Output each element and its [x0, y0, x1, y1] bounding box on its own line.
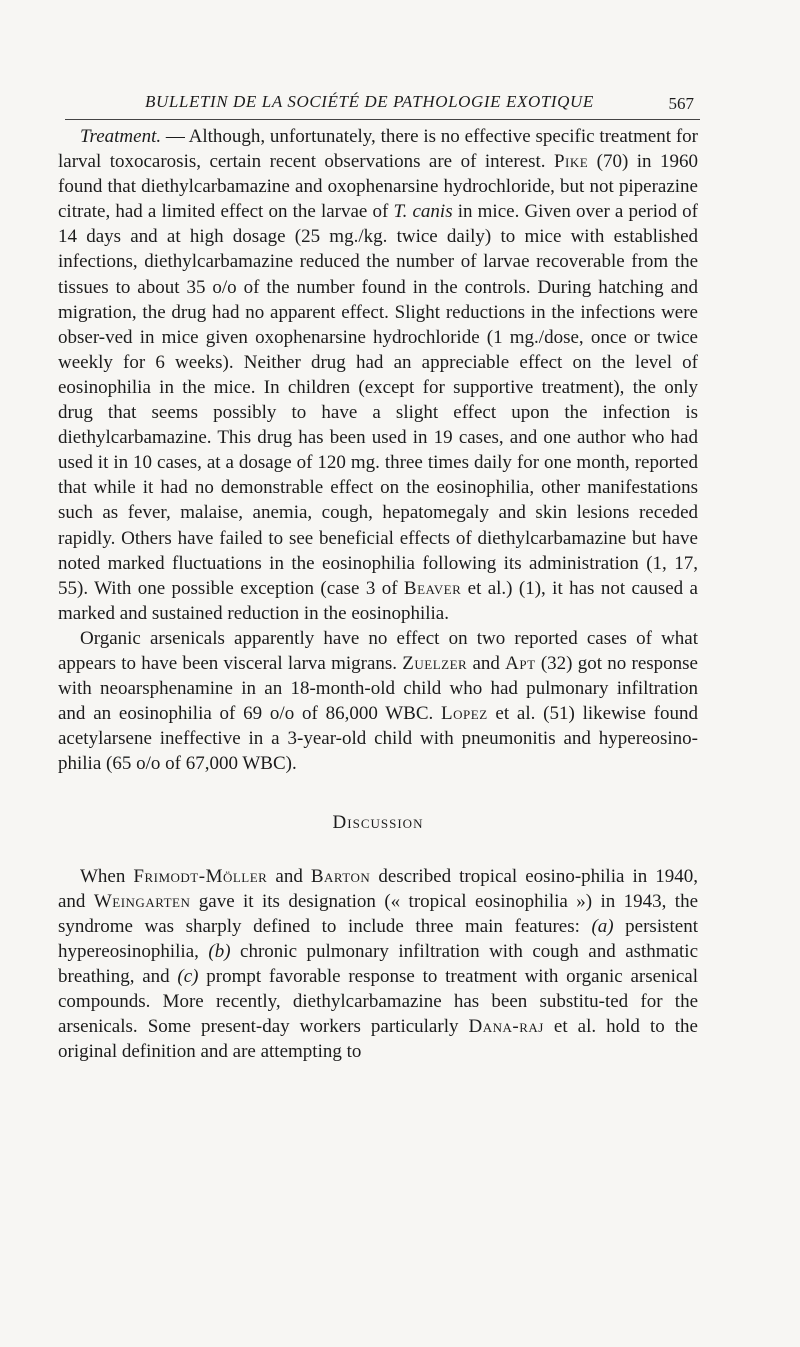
page-number: 567 [668, 94, 694, 113]
paragraph-arsenicals [58, 626, 698, 777]
section-label: Treatment. [80, 126, 162, 147]
list-marker: (a) [591, 915, 614, 937]
text-run: and [467, 652, 506, 674]
text-run: in mice. Given over a period of 14 days and at high dosage (25 mg./kg. twice daily) to mice with established infections, diethylcarbamazine reduced the number of larvae recoverable from the tissues to about 35 o/o of the number found in the controls. During hatching and migration, the drug had no apparent effect. Slight reductions in the infections were obser-ved in mice given oxophenarsine hydrochloride (1 mg./dose, once or twice weekly for 6 weeks). Neither drug had an appreciable effect on the level of eosinophilia in the mice. In children (except for supportive treatment), the only drug that seems possibly to have a slight effect upon the infection is diethylcarbamazine. This drug has been used in 19 cases, and one author who had used it in 10 cases, at a dosage of 120 mg. three times daily for one month, reported that while it had no demonstrable effect on the eosinophilia, other manifestations such as fever, malaise, anemia, cough, hepatomegaly and skin lesions receded rapidly. Others have failed to see beneficial effects of diethylcarbamazine but have noted marked fluctuations in the eosinophilia following its administration (1, 17, 55). With one possible exception (case 3 of [58, 201, 698, 599]
text-run: prompt favorable response to treatment with organic arsenical compounds. More recently, diethylcarbamazine has been substitu-ted for the arsenicals. Some present-day workers particularly [58, 965, 698, 1038]
text-run: Organic arsenicals apparently have no effect on two reported cases of what appears to have been visceral larva migrans. [58, 627, 698, 674]
text-run: et al. hold to the original definition and are attempting to [58, 1016, 698, 1063]
list-marker: (c) [177, 965, 199, 987]
author-name: Weingarten [93, 890, 191, 912]
author-name: Frimodt-Möller [133, 865, 268, 887]
author-name: Barton [310, 865, 371, 887]
body-text [58, 124, 698, 1064]
author-name: Dana-raj [468, 1016, 544, 1038]
text-run: gave it its designation (« tropical eosinophilia ») in 1943, the syndrome was sharply defined to include three main features: [58, 890, 699, 937]
text-run: persistent hypereosinophilia, [58, 915, 698, 962]
author-name: Apt [505, 652, 536, 674]
text-run: (70) in 1960 found that diethylcarbamazine and oxophenarsine hydrochloride, but not piperazine citrate, had a limited effect on the larvae of [58, 151, 698, 223]
header-rule [65, 119, 700, 120]
list-marker: (b) [208, 940, 231, 962]
text-run: (32) got no response with neoarsphenamine in an 18-month-old child who had pulmonary infiltration and an eosinophilia of 69 o/o of 86,000 WBC. [58, 652, 698, 725]
running-head [60, 90, 700, 116]
text-run: et al.) (1), it has not caused a marked and sustained reduction in the eosinophilia. [58, 577, 698, 624]
author-name: Pike [553, 151, 589, 173]
author-name: Lopez [441, 703, 488, 725]
text-run: — Although, unfortunately, there is no effective specific treatment for larval toxocarosis, certain recent observations are of interest. [58, 126, 698, 173]
text-run: chronic pulmonary infiltration with cough and asthmatic breathing, and [58, 940, 698, 987]
text-run: described tropical eosino-philia in 1940, and [58, 865, 699, 912]
paragraph-discussion [58, 864, 698, 1065]
running-title: BULLETIN DE LA SOCIÉTÉ DE PATHOLOGIE EXOTIQUE [145, 92, 594, 111]
paragraph-treatment [58, 124, 698, 626]
section-heading-discussion: Discussion [332, 812, 424, 834]
author-name: Zuelzer [402, 652, 468, 674]
author-name: Beaver [403, 577, 462, 599]
species-name: T. canis [393, 201, 453, 223]
text-run: When [80, 865, 134, 887]
text-run: and [267, 865, 311, 887]
text-run: et al. (51) likewise found acetylarsene ineffective in a 3-year-old child with pneumonitis and hypereosino-philia (65 o/o of 67,000 WBC). [58, 703, 698, 775]
